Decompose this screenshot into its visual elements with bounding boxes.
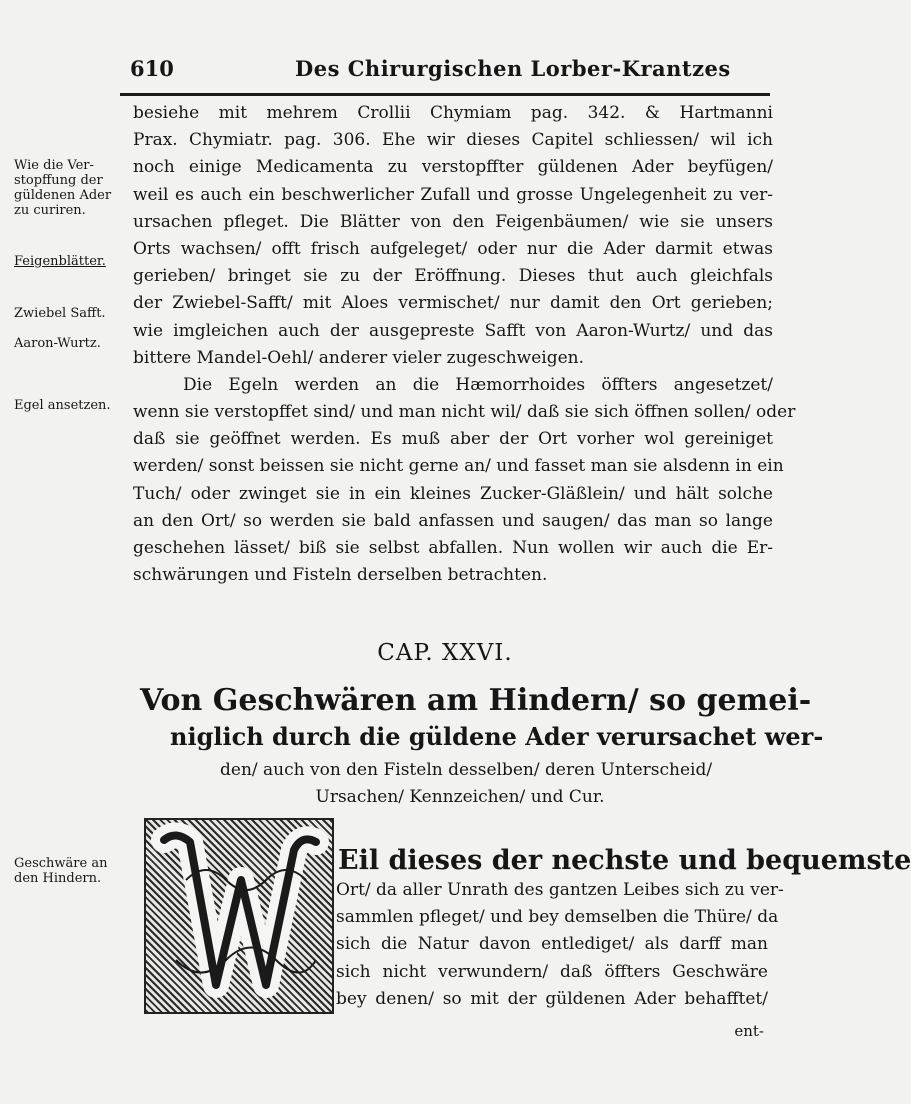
chapter-first-line: Eil dieses der nechste und bequemste <box>338 845 911 876</box>
text-line: Ort/ da aller Unrath des gantzen Leibes sich zu ver- <box>336 880 784 900</box>
header-rule <box>120 93 770 96</box>
chapter-text <box>336 877 784 1013</box>
margin-note-line: Zwiebel Safft. <box>14 306 106 321</box>
chapter-title-line: den/ auch von den Fisteln desselben/ deren Unterscheid/ <box>220 760 713 780</box>
margin-note-line: zu curiren. <box>14 203 86 218</box>
text-line: sammlen pfleget/ und bey demselben die Thüre/ da <box>336 907 779 928</box>
text-line: wenn sie verstopffet sind/ und man nicht wil/ daß sie sich öffnen sollen/ oder <box>133 402 796 423</box>
margin-note-line: Egel ansetzen. <box>14 398 111 413</box>
text-line: sich die Natur davon entlediget/ als darff man <box>336 934 768 955</box>
margin-note-aaron-wurtz <box>14 336 129 351</box>
margin-note-line: Aaron-Wurtz. <box>14 336 101 351</box>
text-line: wie imgleichen auch der ausgepreste Safft von Aaron-Wurtz/ und das <box>133 320 773 341</box>
text-line: der Zwiebel-Safft/ mit Aloes vermischet/ nur damit den Ort gerieben; <box>133 293 773 314</box>
page-number: 610 <box>130 56 174 81</box>
margin-note-line: Wie die Ver- <box>14 158 94 173</box>
margin-note-cure <box>14 158 129 218</box>
margin-note-ulcers <box>14 856 129 886</box>
chapter-title-line: niglich durch die güldene Ader verursachet wer- <box>170 722 824 751</box>
catchword: ent- <box>734 1022 764 1040</box>
text-line: noch einige Medicamenta zu verstopffter güldenen Ader beyfügen/ <box>133 157 773 178</box>
text-line: Tuch/ oder zwinget sie in ein kleines Zucker-Gläßlein/ und hält solche <box>133 483 773 504</box>
text-line: schwärungen und Fisteln derselben betrachten. <box>133 565 548 586</box>
margin-note-line: stopffung der <box>14 173 103 188</box>
margin-note-line: den Hindern. <box>14 871 102 886</box>
margin-note-line: Feigenblätter. <box>14 254 106 269</box>
text-line: besiehe mit mehrem Crollii Chymiam pag. 342. & Hartmanni <box>133 103 773 123</box>
text-line: weil es auch ein beschwerlicher Zufall und grosse Ungelegenheit zu ver- <box>133 184 773 205</box>
margin-note-line: Geschwäre an <box>14 856 108 871</box>
text-line: gerieben/ bringet sie zu der Eröffnung. Dieses thut auch gleichfals <box>133 266 773 287</box>
margin-note-leeches <box>14 398 129 413</box>
main-text <box>133 100 796 589</box>
text-line: Orts wachsen/ offt frisch aufgeleget/ oder nur die Ader darmit etwas <box>133 238 773 259</box>
margin-note-onion-juice <box>14 306 129 321</box>
margin-note-fig-leaves <box>14 254 129 269</box>
text-line: bittere Mandel-Oehl/ anderer vieler zugeschweigen. <box>133 347 585 368</box>
text-line: daß sie geöffnet werden. Es muß aber der Ort vorher wol gereiniget <box>133 429 773 450</box>
chapter-title-line: Ursachen/ Kennzeichen/ und Cur. <box>315 787 605 807</box>
chapter-number: CAP. XXVI. <box>377 640 513 666</box>
text-line: an den Ort/ so werden sie bald anfassen und saugen/ das man so lange <box>133 510 773 531</box>
text-line: werden/ sonst beissen sie nicht gerne an/ und fasset man sie alsdenn in ein <box>133 456 784 477</box>
decorative-initial-w <box>144 818 334 1014</box>
initial-w-ornament <box>146 820 332 1012</box>
text-line: Die Egeln werden an die Hæmorrhoides öffters angesetzet/ <box>183 374 773 395</box>
page-header <box>120 50 760 90</box>
text-line: ursachen pfleget. Die Blätter von den Feigenbäumen/ wie sie unsers <box>133 211 773 232</box>
text-line: sich nicht verwundern/ daß öffters Geschwäre <box>336 961 768 982</box>
running-title: Des Chirurgischen Lorber-Krantzes <box>295 56 731 81</box>
text-line: bey denen/ so mit der güldenen Ader behafftet/ <box>336 988 768 1009</box>
text-line: geschehen lässet/ biß sie selbst abfallen. Nun wollen wir auch die Er- <box>133 538 773 558</box>
margin-note-line: güldenen Ader <box>14 188 112 203</box>
text-line: Prax. Chymiatr. pag. 306. Ehe wir dieses Capitel schliessen/ wil ich <box>133 130 773 151</box>
chapter-title-line: Von Geschwären am Hindern/ so gemei- <box>140 683 812 718</box>
